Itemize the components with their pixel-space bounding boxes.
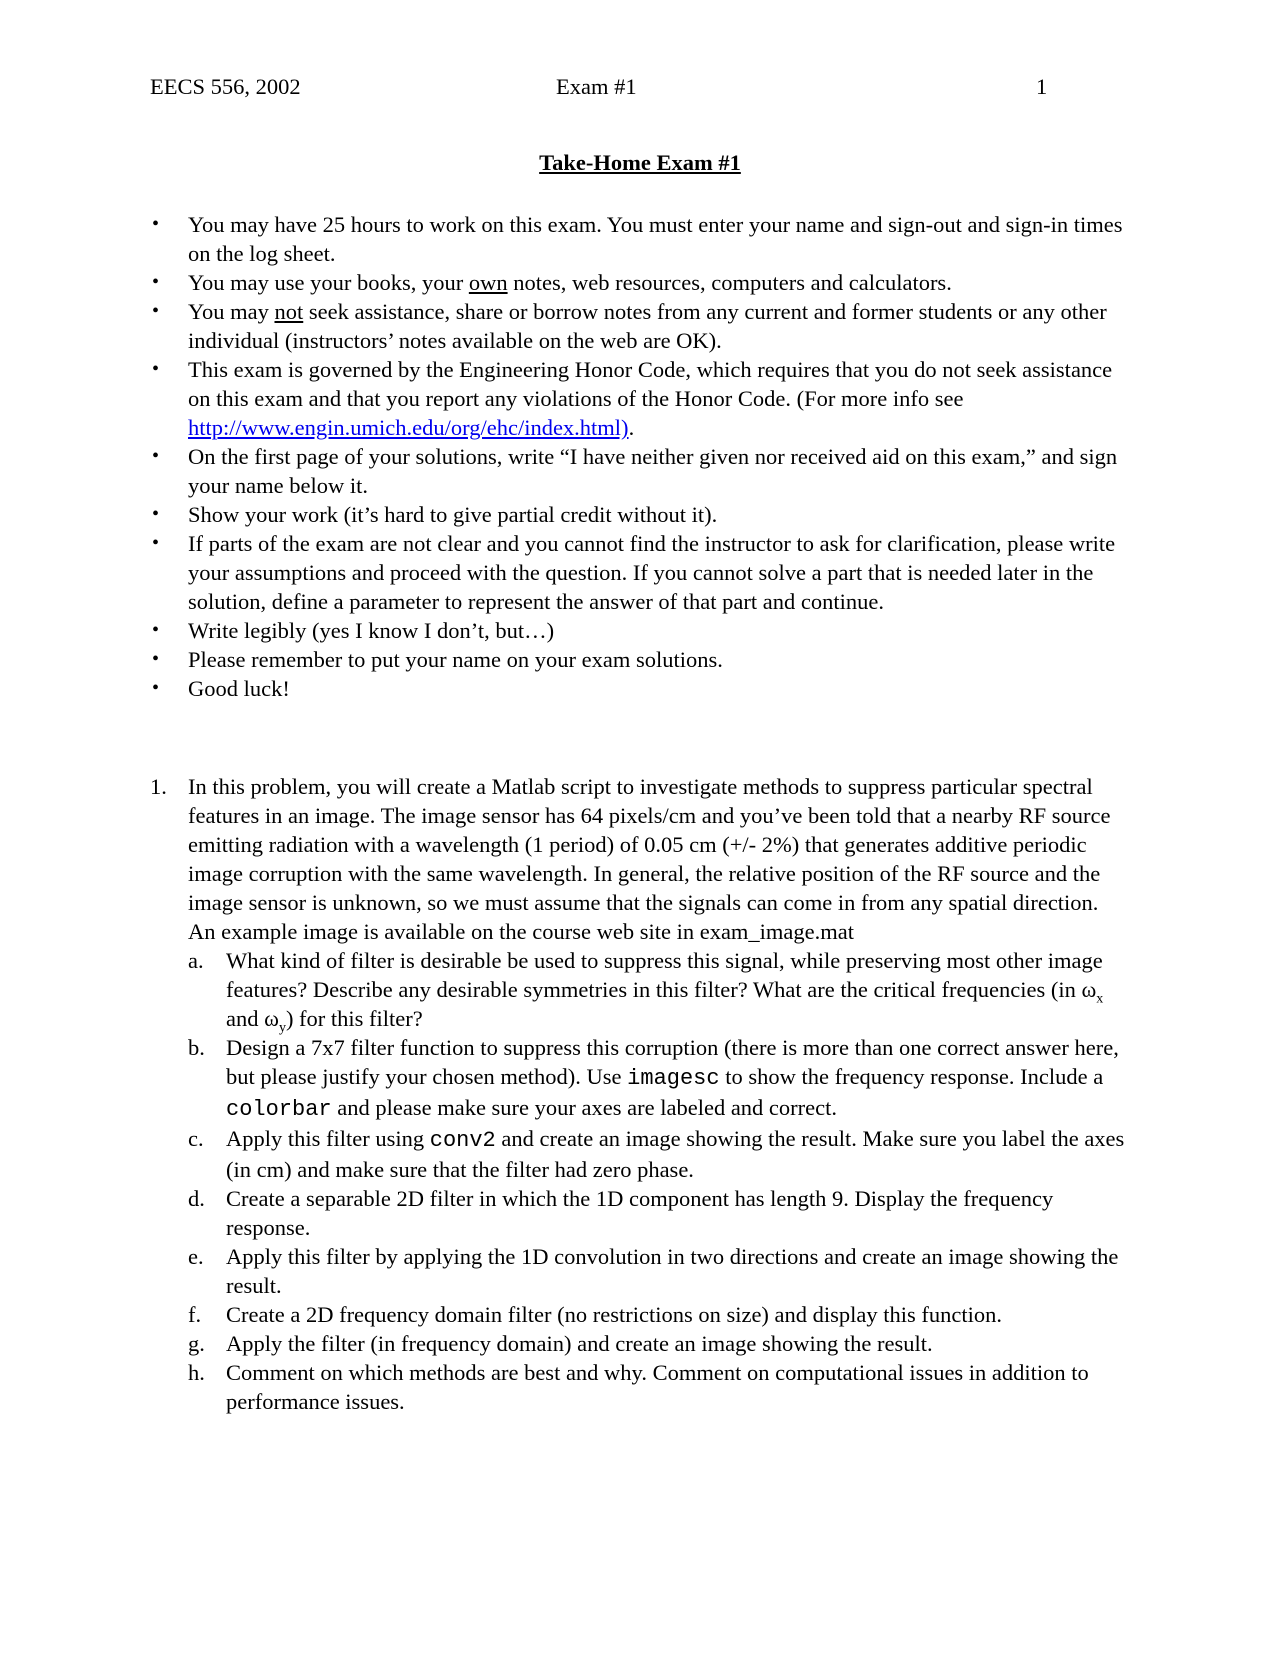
instruction-text: On the first page of your solutions, write “I have neither given nor received aid on this exam,” and sign your name below it.	[188, 444, 1118, 498]
instruction-item	[150, 645, 1130, 674]
instruction-item	[150, 529, 1130, 616]
instruction-item	[150, 210, 1130, 268]
problem-1	[150, 772, 1130, 1416]
part-text: Design a 7x7 filter function to suppress this corruption (there is more than one correct answer here, but please justify your chosen method). Use	[226, 1035, 1119, 1089]
subscript-x: x	[1096, 991, 1104, 1007]
instruction-item	[150, 268, 1130, 297]
course-label: EECS 556, 2002	[150, 74, 301, 99]
instruction-text: Please remember to put your name on your exam solutions.	[188, 647, 723, 672]
part-text: Create a 2D frequency domain filter (no restrictions on size) and display this function.	[226, 1302, 1003, 1327]
instruction-item	[150, 297, 1130, 355]
part-e	[188, 1242, 1130, 1300]
honor-code-link[interactable]: http://www.engin.umich.edu/org/ehc/index.html)	[188, 415, 629, 440]
page-header	[0, 74, 1280, 104]
emphasis-not: not	[274, 299, 304, 324]
bullet-icon: •	[152, 532, 160, 554]
part-label: f.	[188, 1302, 202, 1327]
emphasis-own: own	[468, 270, 508, 295]
part-g	[188, 1329, 1130, 1358]
problem-number: 1.	[150, 774, 167, 799]
bullet-icon: •	[152, 300, 160, 322]
part-text: and	[226, 1006, 265, 1031]
instruction-text: You may use your books, your	[188, 270, 469, 295]
part-d	[188, 1184, 1130, 1242]
part-text: and create an image showing the result. Make sure you label the axes (in cm) and make sure that the filter had zero phase.	[226, 1126, 1125, 1182]
part-label: h.	[188, 1360, 205, 1385]
instruction-text: This exam is governed by the Engineering Honor Code, which requires that you do not seek assistance on this exam and that you report any violations of the Honor Code. (For more info see	[188, 357, 1113, 411]
part-text: What kind of filter is desirable be used to suppress this signal, while preserving most other image features? Describe any desirable symmetries in this filter? What are the critical frequencies (in	[226, 948, 1103, 1002]
part-label: d.	[188, 1186, 205, 1211]
problem-parts	[188, 946, 1130, 1416]
part-f	[188, 1300, 1130, 1329]
instruction-item	[150, 355, 1130, 442]
instructions-list	[150, 210, 1130, 703]
part-label: c.	[188, 1126, 204, 1151]
part-label: g.	[188, 1331, 205, 1356]
part-text: ) for this filter?	[285, 1006, 423, 1031]
page-title: Take-Home Exam #1	[539, 150, 741, 175]
code-conv2: conv2	[429, 1128, 496, 1153]
omega-symbol: ω	[1081, 977, 1097, 1002]
part-a	[188, 946, 1130, 1036]
part-label: e.	[188, 1244, 204, 1269]
part-label: a.	[188, 948, 204, 973]
part-text: Apply this filter using	[226, 1126, 430, 1151]
part-label: b.	[188, 1035, 205, 1060]
page-number: 1	[1036, 74, 1048, 99]
instruction-text: Good luck!	[188, 676, 290, 701]
bullet-icon: •	[152, 358, 160, 380]
omega-symbol: ω	[264, 1006, 279, 1031]
bullet-icon: •	[152, 648, 160, 670]
part-text: Create a separable 2D filter in which the 1D component has length 9. Display the frequency response.	[226, 1186, 1054, 1240]
instruction-item	[150, 674, 1130, 703]
part-text: Apply the filter (in frequency domain) and create an image showing the result.	[226, 1331, 933, 1356]
code-colorbar: colorbar	[226, 1097, 332, 1122]
part-text: Comment on which methods are best and why. Comment on computational issues in addition to performance issues.	[226, 1360, 1089, 1414]
instruction-item	[150, 616, 1130, 645]
instruction-text: You may	[188, 299, 275, 324]
instruction-text: Write legibly (yes I know I don’t, but…)	[188, 618, 555, 643]
bullet-icon: •	[152, 445, 160, 467]
part-text: Apply this filter by applying the 1D convolution in two directions and create an image showing the result.	[226, 1244, 1119, 1298]
part-b	[188, 1033, 1130, 1124]
exam-label: Exam #1	[556, 74, 637, 99]
bullet-icon: •	[152, 677, 160, 699]
part-text: to show the frequency response. Include a	[719, 1064, 1104, 1089]
part-h	[188, 1358, 1130, 1416]
instruction-text: If parts of the exam are not clear and you cannot find the instructor to ask for clarification, please write your assumptions and proceed with the question. If you cannot solve a part that is needed later in the solution, define a parameter to represent the answer of that part and continue.	[188, 531, 1116, 614]
instruction-item	[150, 442, 1130, 500]
bullet-icon: •	[152, 271, 160, 293]
problem-body	[150, 772, 1130, 1416]
part-c	[188, 1124, 1130, 1184]
bullet-icon: •	[152, 213, 160, 235]
instruction-item	[150, 500, 1130, 529]
instruction-text: seek assistance, share or borrow notes from any current and former students or any other individual (instructors’ notes available on the web are OK).	[188, 299, 1107, 353]
bullet-icon: •	[152, 619, 160, 641]
problem-intro: In this problem, you will create a Matlab script to investigate methods to suppress particular spectral features in an image. The image sensor has 64 pixels/cm and you’ve been told that a nearby RF source emitting radiation with a wavelength (1 period) of 0.05 cm (+/- 2%) that generates additive periodic image corruption with the same wavelength. In general, the relative position of the RF source and the image sensor is unknown, so we must assume that the signals can come in from any spatial direction. An example image is available on the course web site in exam_image.mat	[188, 774, 1111, 944]
bullet-icon: •	[152, 503, 160, 525]
instruction-text: notes, web resources, computers and calculators.	[507, 270, 952, 295]
code-imagesc: imagesc	[627, 1066, 720, 1091]
part-text: and please make sure your axes are labeled and correct.	[331, 1095, 837, 1120]
instruction-text: .	[628, 415, 635, 440]
instruction-text: You may have 25 hours to work on this exam. You must enter your name and sign-out and sign-in times on the log sheet.	[188, 212, 1123, 266]
instruction-text: Show your work (it’s hard to give partial credit without it).	[188, 502, 718, 527]
subscript-y: y	[278, 1020, 286, 1036]
